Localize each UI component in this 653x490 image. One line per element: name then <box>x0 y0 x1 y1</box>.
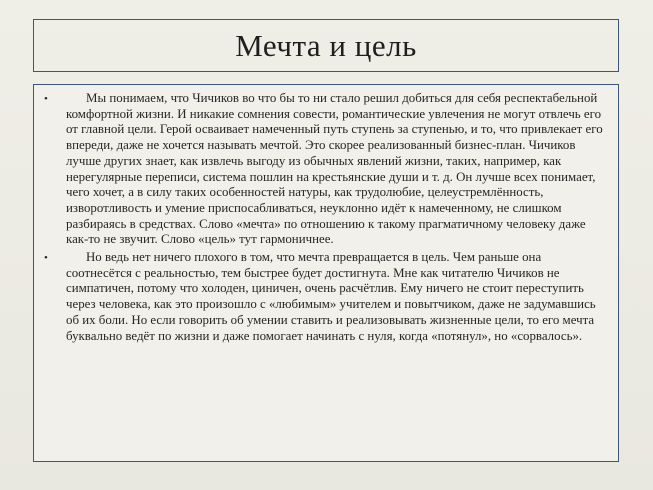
title-placeholder <box>33 19 619 72</box>
bullet-paragraph-2: Но ведь нет ничего плохого в том, что мечта превращается в цель. Чем раньше она соотнесётся с реальностью, тем быстрее будет достигнута. Мне как читателю Чичиков не симпатичен, потому что холоден, циничен, очень расчётлив. Ему ничего не стоит переступить через человека, как это произошло с «любимым» учителем и повытчиком, даже не задумавшись об их боли. Но если говорить об умении ставить и реализовывать жизненные цели, то его мечта буквально ведёт по жизни и даже помогает начинать с нуля, когда «потянул», но «сорвалось». <box>66 250 596 343</box>
bullet-item-1 <box>42 91 608 248</box>
slide-title: Мечта и цель <box>235 27 417 63</box>
content-placeholder <box>33 84 619 462</box>
bullet-paragraph-1: Мы понимаем, что Чичиков во что бы то ни стало решил добиться для себя респектабельной комфортной жизни. И никакие сомнения совести, романтические увлечения не могут отвлечь его от главной цели. Герой осваивает намеченный путь ступень за ступенью, и то, что привлекает его впереди, даже не хочется называть мечтой. Это скорее реализованный бизнес-план. Чичиков лучше других знает, как извлечь выгоду из обычных явлений жизни, таких, например, как нерегулярные переписи, система пошлин на крестьянские души и т. д. Он лучше всех понимает, чего хочет, а в силу таких особенностей натуры, как трудолюбие, целеустремлённость, изворотливость и умение приспосабливаться, неуклонно идёт к намеченному, не слишком разбираясь в средствах. Слово «мечта» по отношению к такому прагматичному человеку даже как-то не звучит. Слово «цель» тут гармоничнее. <box>66 91 603 247</box>
bullet-item-2 <box>42 250 608 344</box>
bullet-marker: • <box>44 252 48 265</box>
bullet-marker: • <box>44 93 48 105</box>
